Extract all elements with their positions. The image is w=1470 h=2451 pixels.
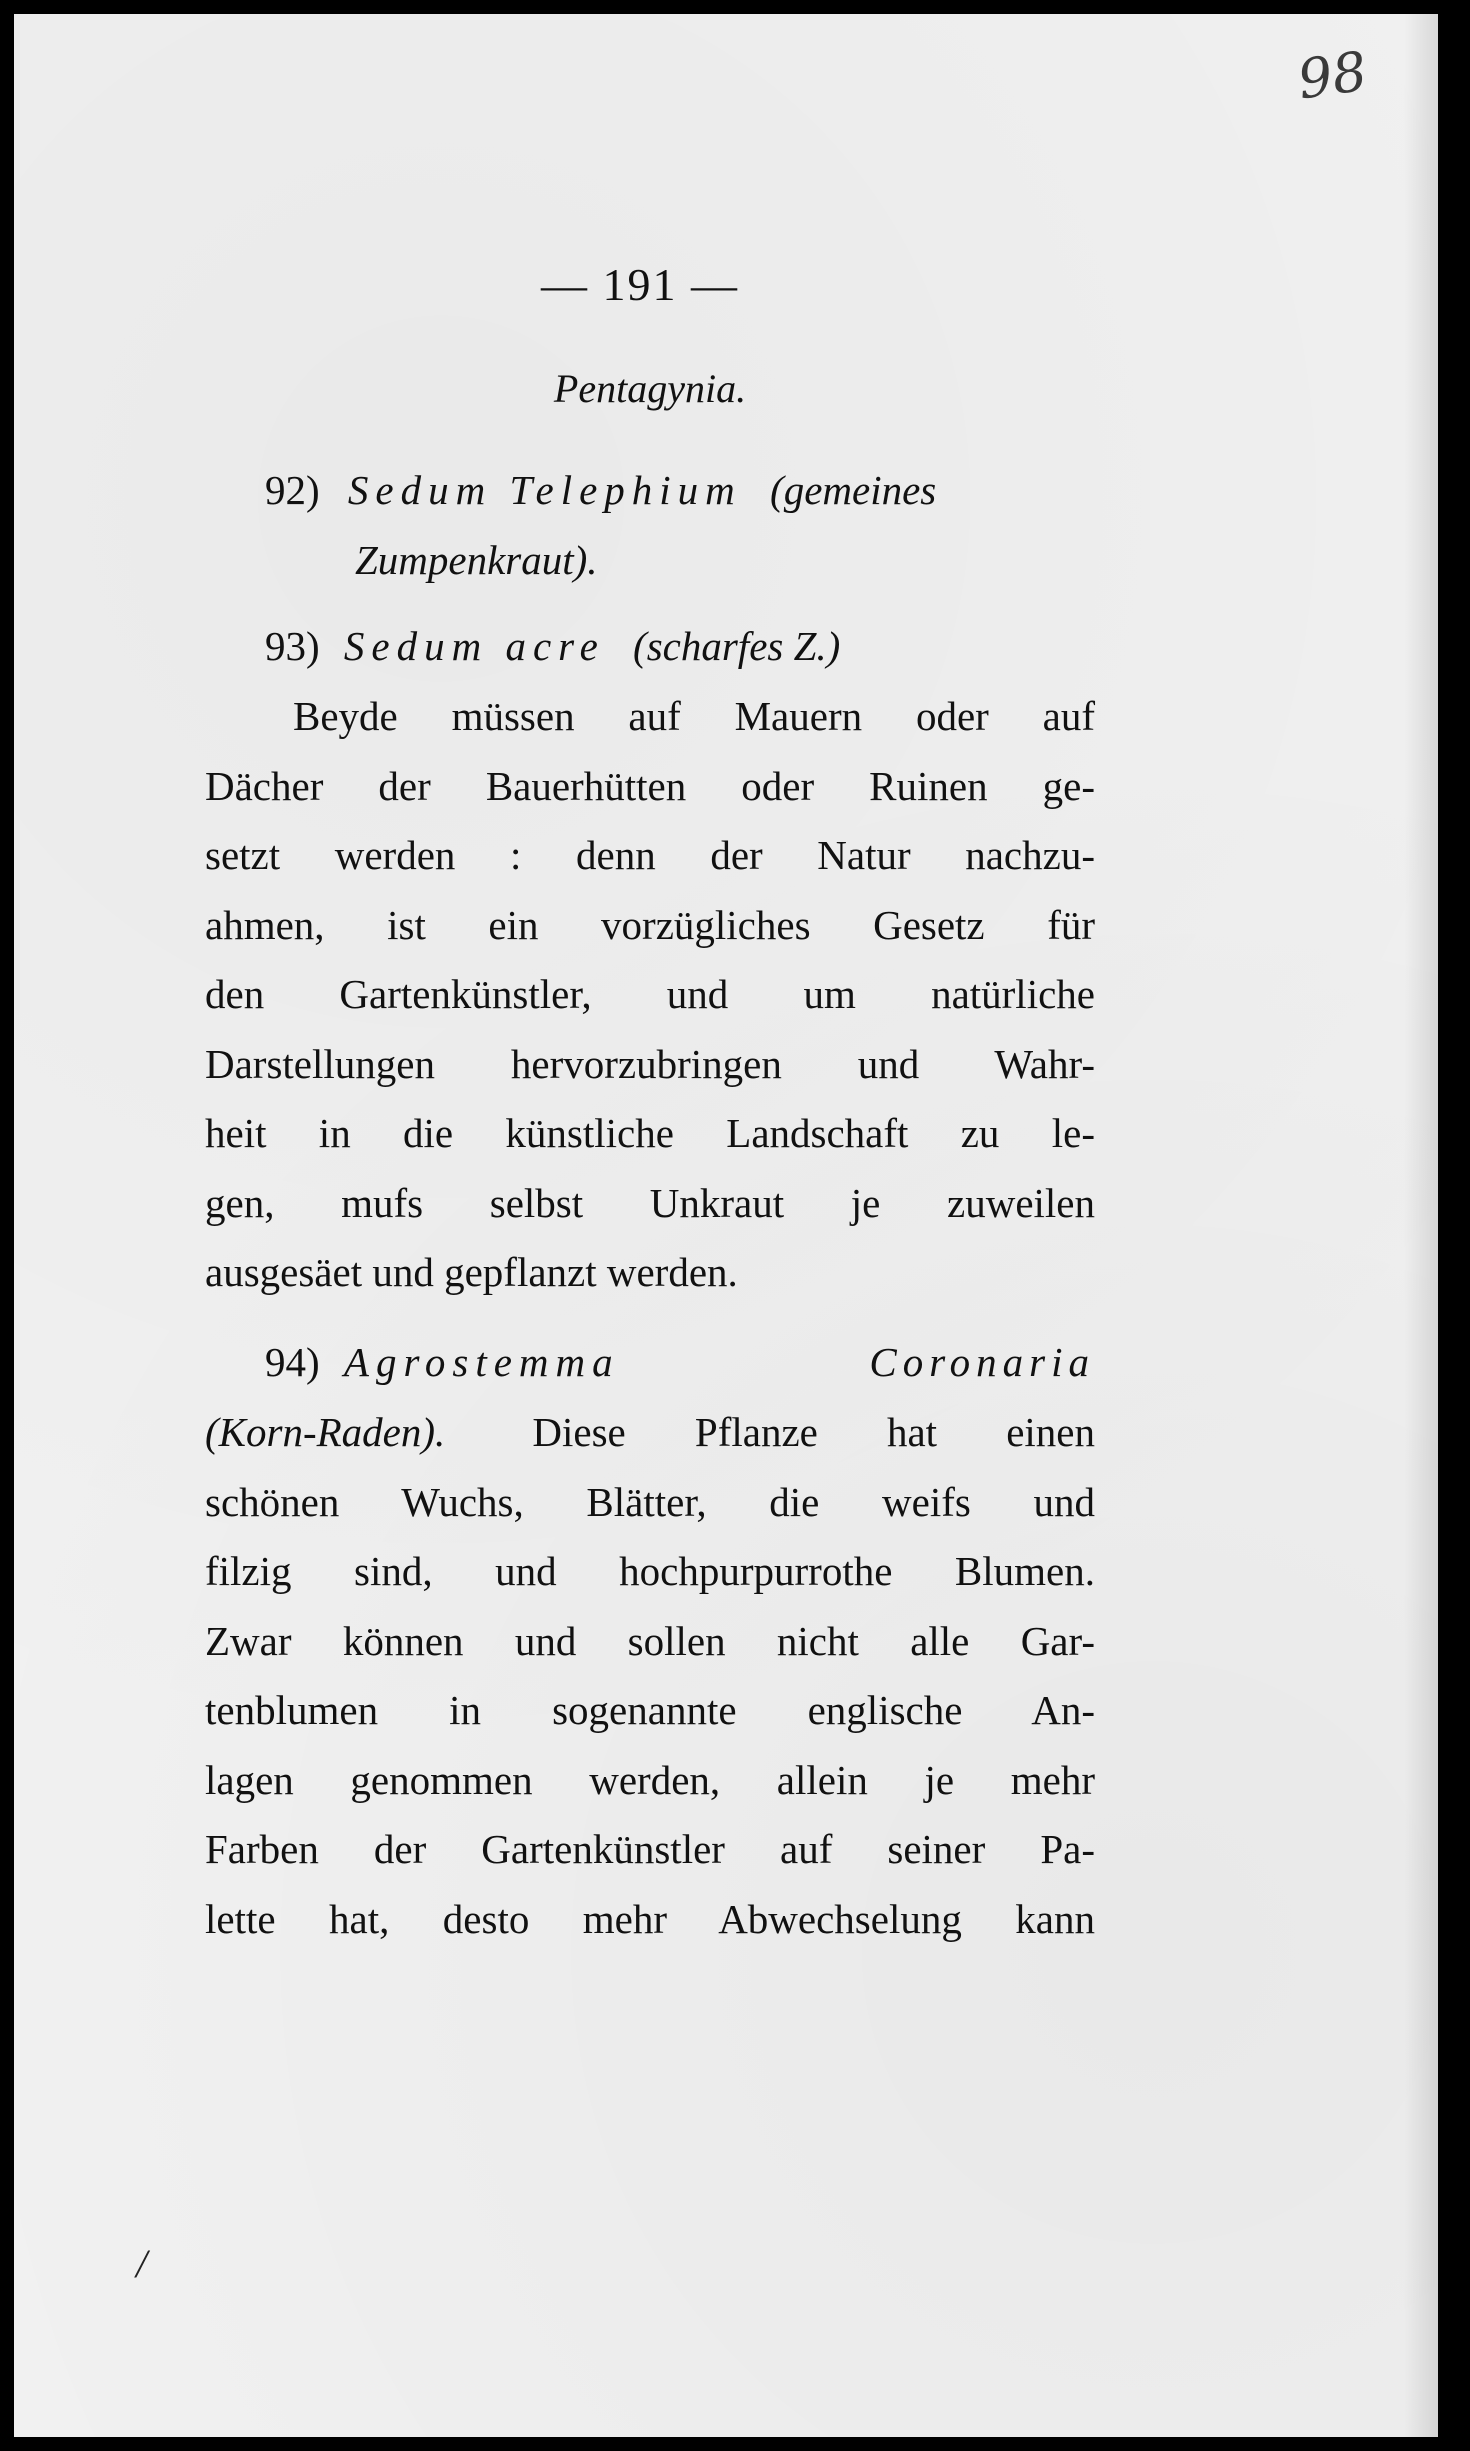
paragraph-line: Darstellungen hervorzubringen und Wahr- bbox=[205, 1040, 1095, 1087]
latin-name: Sedum Telephium bbox=[347, 467, 742, 513]
vernacular-name: (Korn-Raden). bbox=[205, 1409, 446, 1455]
entry-94-number-and-genus bbox=[265, 1328, 620, 1398]
latin-species: Coronaria bbox=[869, 1339, 1095, 1385]
paragraph-line: setzt werden : denn der Natur nachzu- bbox=[205, 832, 1095, 878]
paragraph-line: den Gartenkünstler, und um natürliche bbox=[205, 971, 1095, 1017]
entry-93-heading bbox=[205, 612, 1095, 682]
paragraph-line: schönen Wuchs, Blätter, die weifs und bbox=[205, 1478, 1095, 1525]
paragraph-line: Beyde müssen auf Mauern oder auf bbox=[293, 693, 1095, 739]
paragraph-line: lagen genommen werden, allein je mehr bbox=[205, 1756, 1095, 1803]
paragraph-line: ahmen, ist ein vorzügliches Gesetz für bbox=[205, 901, 1095, 948]
entry-number: 94) bbox=[265, 1339, 320, 1385]
paragraph-line: ausgesäet und gepflanzt werden. bbox=[205, 1249, 738, 1295]
paragraph-line: lette hat, desto mehr Abwechselung kann bbox=[205, 1895, 1095, 1942]
latin-genus: Agrostemma bbox=[343, 1339, 620, 1385]
entry-93-body bbox=[205, 682, 1095, 1308]
entry-94-line-1 bbox=[205, 1328, 1095, 1398]
handwritten-folio-number: 98 bbox=[1293, 39, 1371, 112]
vernacular-name: (scharfes Z.) bbox=[633, 623, 841, 669]
entry-93-line-1 bbox=[205, 612, 1095, 682]
paragraph-line: Zwar können und sollen nicht alle Gar- bbox=[205, 1617, 1095, 1664]
entry-94-heading bbox=[205, 1328, 1095, 1398]
paragraph-line: Farben der Gartenkünstler auf seiner Pa- bbox=[205, 1826, 1095, 1872]
entry-number: 93) bbox=[265, 623, 320, 669]
entry-92-line-1 bbox=[205, 456, 1095, 526]
paragraph-text: Diese Pflanze hat einen bbox=[532, 1409, 1095, 1455]
running-head-page-number: — 191 — bbox=[541, 259, 739, 310]
vernacular-name: (gemeines bbox=[770, 467, 937, 513]
paragraph-line-with-vernacular bbox=[205, 1398, 1095, 1468]
paragraph-line: gen, mufs selbst Unkraut je zuweilen bbox=[205, 1179, 1095, 1226]
section-title: Pentagynia. bbox=[553, 366, 747, 411]
paragraph-line: heit in die künstliche Landschaft zu le- bbox=[205, 1110, 1095, 1156]
stray-ink-mark: / bbox=[136, 2241, 148, 2286]
entry-number: 92) bbox=[265, 467, 320, 513]
entry-92-line-2: Zumpenkraut). bbox=[355, 536, 598, 583]
entry-92 bbox=[205, 456, 1095, 595]
page-edge-shadow bbox=[1404, 14, 1438, 2437]
latin-name: Sedum acre bbox=[343, 623, 605, 669]
paragraph-line: tenblumen in sogenannte englische An- bbox=[205, 1687, 1095, 1733]
entry-94-body bbox=[205, 1398, 1095, 1954]
paragraph-line: filzig sind, und hochpurpurrothe Blumen. bbox=[205, 1548, 1095, 1594]
paragraph-line: Dächer der Bauerhütten oder Ruinen ge- bbox=[205, 762, 1095, 809]
